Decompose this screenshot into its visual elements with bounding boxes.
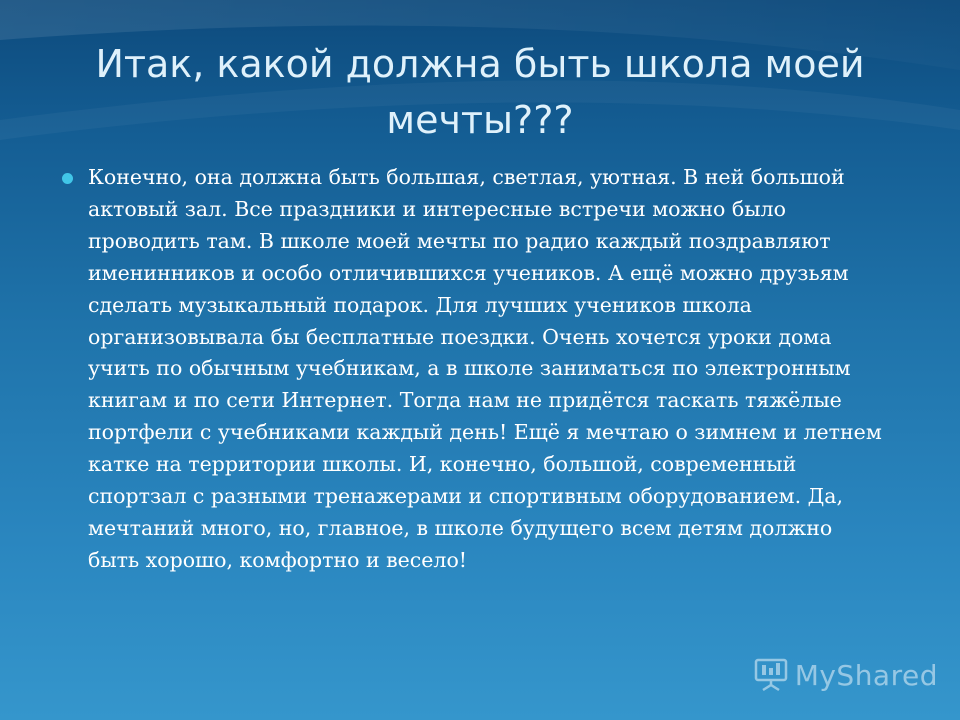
bullet-item [62, 162, 882, 577]
bullet-list [62, 162, 882, 577]
bullet-text: Конечно, она должна быть большая, светлая, уютная. В ней большой актовый зал. Все праздники и интересные встречи можно было проводить там. В школе моей мечты по радио каждый поздравляют именинников и особо отличившихся учеников. А ещё можно друзьям сделать музыкальный подарок. Для лучших учеников школа организовывала бы бесплатные поездки. Очень хочется уроки дома учить по обычным учебникам, а в школе заниматься по электронным книгам и по сети Интернет. Тогда нам не придётся таскать тяжёлые портфели с учебниками каждый день! Ещё я мечтаю о зимнем и летнем катке на территории школы. И, конечно, большой, современный спортзал с разными тренажерами и спортивным оборудованием. Да, мечтаний много, но, главное, в школе будущего всем детям должно быть хорошо, комфортно и весело! [88, 165, 882, 572]
watermark [753, 658, 938, 692]
watermark-text: MyShared [794, 658, 938, 692]
presentation-board-icon [753, 658, 789, 692]
bullet-dot-icon [62, 173, 73, 184]
slide-title: Итак, какой должна быть школа моей мечты??? [95, 42, 865, 142]
